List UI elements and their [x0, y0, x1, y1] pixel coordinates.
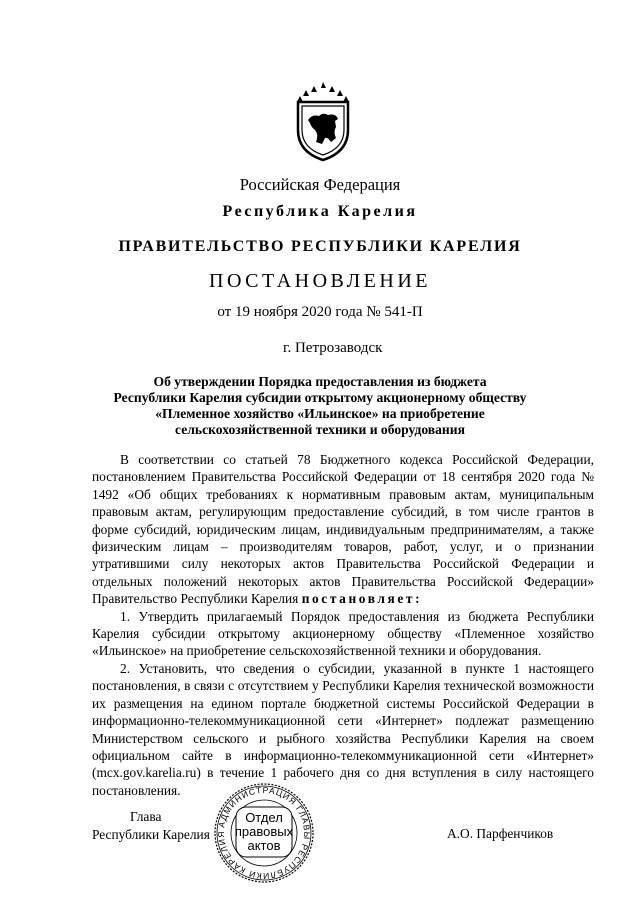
position-line: Республики Карелия: [92, 827, 210, 842]
title-line: Об утверждении Порядка предоставления из бюджета: [153, 374, 487, 389]
preamble-text: В соответствии со статьей 78 Бюджетного кодекса Российской Федерации, постановлением Правительства Российской Федерации от 18 сентября 2020 года № 1492 «Об общих требованиях к нормативным правовым актам, муниципальным правовым актам, регулирующим предоставление субсидий, в том числе грантов в форме субсидий, юридическим лицам, индивидуальным предпринимателям, а также физическим лицам – производителям товаров, работ, услуг, и о признании утратившими силу некоторых актов Правительства Российской Федерации и отдельных положений некоторых актов Правительства Российской Федерации» Правительство Республики Карелия: [92, 452, 594, 607]
document-body: [92, 451, 594, 799]
title-line: Республики Карелия субсидии открытому акционерному обществу: [113, 390, 527, 405]
stamp-center-line: правовых: [234, 824, 294, 839]
republic-name: Республика Карелия: [222, 203, 418, 220]
official-stamp: [198, 782, 330, 884]
karelia-coat-of-arms-icon: [292, 80, 354, 162]
title-line: «Племенное хозяйство «Ильинское» на приобретение: [155, 406, 485, 421]
document-title: [0, 374, 640, 438]
item-2-paragraph: 2. Установить, что сведения о субсидии, указанной в пункте 1 настоящего постановления, в связи с отсутствием у Республики Карелия технической возможности их размещения на едином портале бюджетной системы Российской Федерации в информационно-телекоммуникационной сети «Интернет» подлежат размещению Министерством сельского и рыбного хозяйства Республики Карелия на своем официальном сайте в информационно-телекоммуникационной сети «Интернет» (mcx.gov.karelia.ru) в течение 1 рабочего дня со дня вступления в силу настоящего постановления.: [92, 660, 594, 798]
stamp-center-line: актов: [247, 838, 281, 853]
position-line: Глава: [130, 809, 162, 824]
preamble-paragraph: [92, 451, 594, 608]
stamp-ring-text: АДМИНИСТРАЦИЯ ГЛАВЫ РЕСПУБЛИКИ КАРЕЛИЯ: [215, 784, 313, 882]
signatory-position: [92, 808, 210, 844]
item-1-paragraph: 1. Утвердить прилагаемый Порядок предоставления из бюджета Республики Карелия субсидии открытому акционерному обществу «Племенное хозяйство «Ильинское» на приобретение сельскохозяйственной техники и оборудования.: [92, 608, 594, 659]
title-line: сельскохозяйственной техники и оборудования: [175, 422, 465, 437]
government-title: ПРАВИТЕЛЬСТВО РЕСПУБЛИКИ КАРЕЛИЯ: [118, 238, 522, 255]
stamp-center-line: Отдел: [245, 810, 283, 825]
decides-word: постановляет:: [301, 591, 423, 607]
city: г. Петрозаводск: [283, 340, 383, 356]
document-type: ПОСТАНОВЛЕНИЕ: [209, 270, 431, 292]
country-name: Российская Федерация: [239, 175, 401, 194]
signatory-name: А.О. Парфенчиков: [447, 826, 554, 841]
date-and-number: от 19 ноября 2020 года № 541-П: [217, 304, 423, 320]
